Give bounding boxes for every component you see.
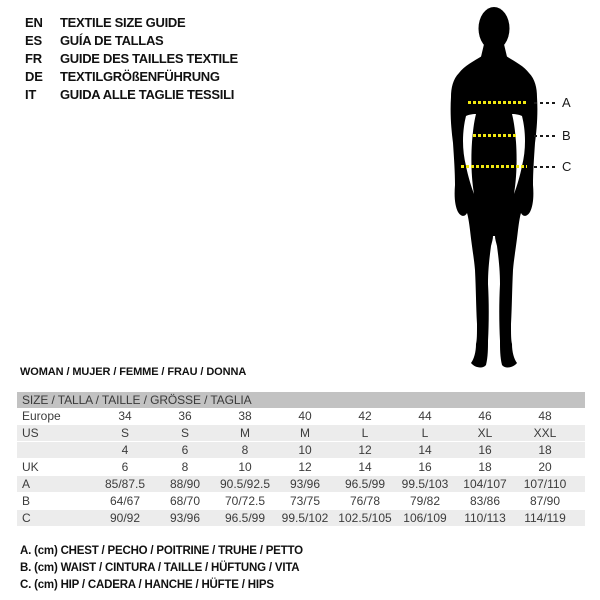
size-cell: 4: [121, 443, 129, 457]
size-cell: 90.5/92.5: [219, 477, 271, 491]
size-cell: 64/67: [109, 494, 141, 508]
table-row: [17, 442, 585, 459]
waist-dash-line: [473, 134, 518, 137]
language-title: GUÍA DE TALLAS: [60, 32, 164, 48]
size-cell: 16: [418, 460, 432, 474]
table-row: [17, 510, 585, 527]
language-list: [25, 13, 238, 103]
language-code: ES: [25, 32, 42, 48]
size-cell: 73/75: [289, 494, 321, 508]
size-cell: L: [421, 426, 429, 440]
woman-silhouette-icon: [430, 0, 600, 372]
size-cell: 10: [298, 443, 312, 457]
size-cell: M: [240, 426, 250, 440]
size-cell: XL: [477, 426, 493, 440]
size-cell: 106/109: [403, 511, 447, 525]
size-cell: 46: [478, 409, 492, 423]
language-code: EN: [25, 14, 43, 30]
size-cell: 68/70: [169, 494, 201, 508]
size-cell: 96.5/99: [344, 477, 386, 491]
size-cell: 10: [238, 460, 252, 474]
size-cell: 87/90: [529, 494, 561, 508]
marker-label-b: B: [562, 128, 571, 143]
language-row: [25, 13, 238, 31]
size-cell: 79/82: [409, 494, 441, 508]
size-cell: 85/87.5: [104, 477, 146, 491]
row-label: C: [22, 511, 31, 525]
language-code: FR: [25, 50, 42, 66]
woman-silhouette-figure: [430, 0, 600, 372]
size-cell: 42: [358, 409, 372, 423]
size-cell: L: [361, 426, 369, 440]
legend-line: C. (cm) HIP / CADERA / HANCHE / HÜFTE / HIPS: [20, 579, 274, 591]
size-cell: 83/86: [469, 494, 501, 508]
size-cell: 40: [298, 409, 312, 423]
chest-dotted-leader: [534, 102, 558, 104]
row-label: B: [22, 494, 31, 508]
row-label: A: [22, 477, 31, 491]
size-cell: 99.5/103: [401, 477, 449, 491]
language-title: TEXTILGRÖßENFÜHRUNG: [60, 68, 220, 84]
size-cell: 14: [418, 443, 432, 457]
table-row: [17, 476, 585, 493]
size-cell: 20: [538, 460, 552, 474]
size-cell: 6: [181, 443, 189, 457]
size-cell: 36: [178, 409, 192, 423]
size-cell: 102.5/105: [338, 511, 392, 525]
language-row: [25, 67, 238, 85]
size-cell: 110/113: [464, 511, 506, 525]
chest-dash-line: [468, 101, 528, 104]
legend-line: A. (cm) CHEST / PECHO / POITRINE / TRUHE / PETTO: [20, 545, 303, 557]
size-cell: 12: [298, 460, 312, 474]
language-row: [25, 31, 238, 49]
size-table-body: [17, 408, 585, 527]
size-cell: 48: [538, 409, 552, 423]
hip-dotted-leader: [534, 166, 558, 168]
size-cell: 18: [478, 460, 492, 474]
size-cell: 38: [238, 409, 252, 423]
language-title: TEXTILE SIZE GUIDE: [60, 14, 186, 30]
table-row: [17, 459, 585, 476]
size-cell: 96.5/99: [224, 511, 266, 525]
table-row: [17, 408, 585, 425]
size-cell: 76/78: [349, 494, 381, 508]
size-cell: 93/96: [289, 477, 321, 491]
row-label: US: [22, 426, 39, 440]
size-cell: 44: [418, 409, 432, 423]
language-title: GUIDA ALLE TAGLIE TESSILI: [60, 86, 235, 102]
size-cell: 8: [241, 443, 249, 457]
language-code: IT: [25, 86, 37, 102]
size-cell: 18: [538, 443, 552, 457]
size-cell: 14: [358, 460, 372, 474]
legend-line: B. (cm) WAIST / CINTURA / TAILLE / HÜFTUNG / VITA: [20, 562, 300, 574]
size-cell: S: [180, 426, 189, 440]
size-table-header: SIZE / TALLA / TAILLE / GRÖSSE / TAGLIA: [17, 392, 585, 408]
row-label: UK: [22, 460, 39, 474]
size-cell: M: [300, 426, 310, 440]
size-cell: 90/92: [109, 511, 141, 525]
size-cell: 107/110: [523, 477, 567, 491]
size-cell: 8: [181, 460, 189, 474]
size-cell: 6: [121, 460, 129, 474]
size-cell: 104/107: [463, 477, 507, 491]
waist-dotted-leader: [534, 135, 558, 137]
language-code: DE: [25, 68, 43, 84]
table-row: [17, 493, 585, 510]
size-cell: 93/96: [169, 511, 201, 525]
hip-dash-line: [461, 165, 527, 168]
size-cell: S: [120, 426, 129, 440]
language-title: GUIDE DES TAILLES TEXTILE: [60, 50, 238, 66]
size-cell: 70/72.5: [224, 494, 266, 508]
language-row: [25, 49, 238, 67]
size-cell: 99.5/102: [281, 511, 329, 525]
size-table: [17, 392, 585, 527]
marker-label-a: A: [562, 95, 571, 110]
measurement-legend: [20, 543, 303, 594]
size-cell: 114/119: [524, 511, 566, 525]
table-row: [17, 425, 585, 442]
group-title: WOMAN / MUJER / FEMME / FRAU / DONNA: [20, 366, 247, 378]
size-cell: 88/90: [169, 477, 201, 491]
row-label: Europe: [22, 409, 61, 423]
size-cell: XXL: [533, 426, 557, 440]
marker-label-c: C: [562, 159, 572, 174]
size-cell: 12: [358, 443, 372, 457]
size-cell: 34: [118, 409, 132, 423]
language-row: [25, 85, 238, 103]
size-cell: 16: [478, 443, 492, 457]
